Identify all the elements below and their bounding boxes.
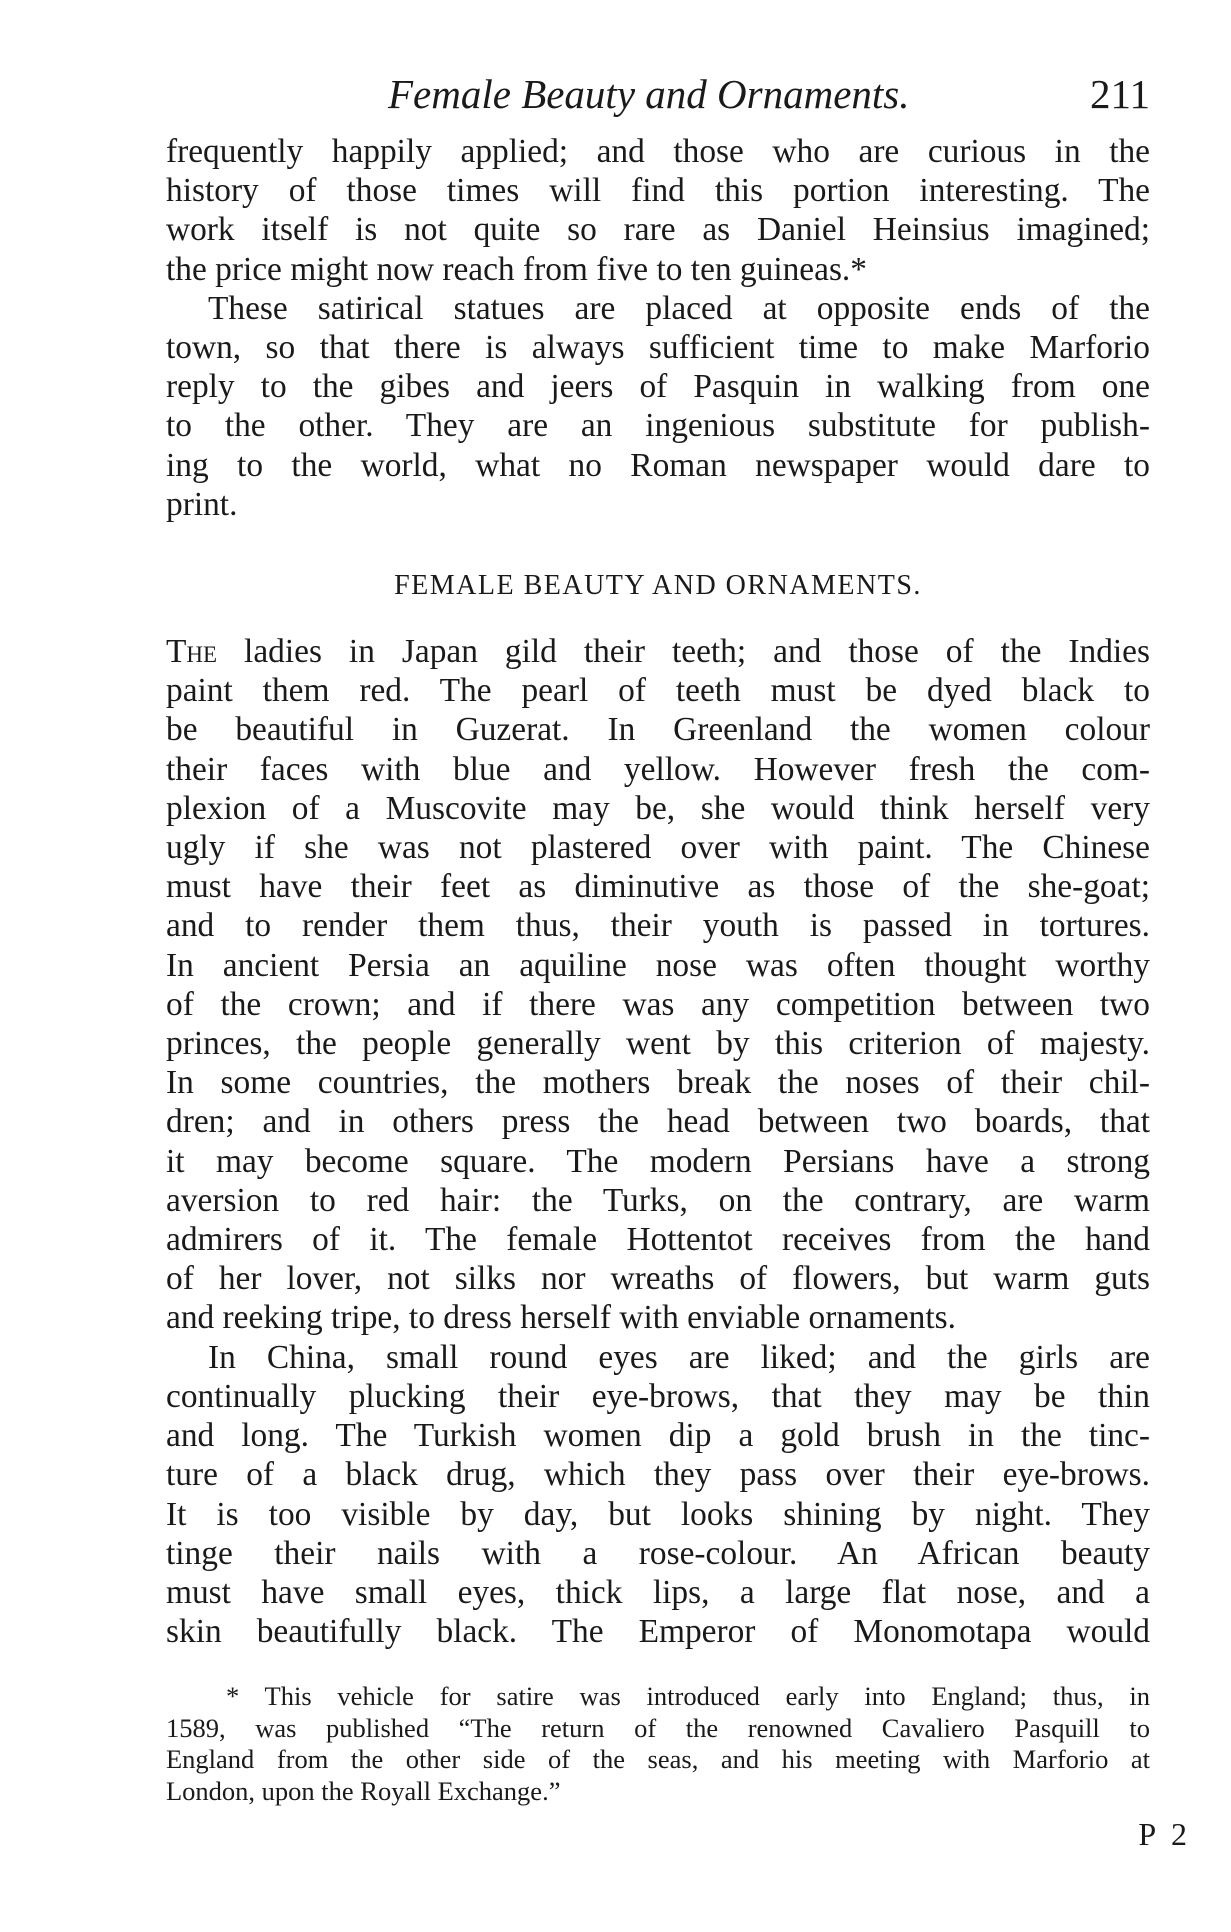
text-line: their faces with blue and yellow. However fresh the com- (166, 750, 1150, 788)
text-line: These satirical statues are placed at opposite ends of the (208, 289, 1150, 327)
text-line: dren; and in others press the head between two boards, that (166, 1103, 1150, 1141)
paragraph-satirical-statues (166, 289, 1150, 524)
paragraph-china (166, 1338, 1150, 1652)
text-line: print. (166, 485, 238, 523)
footnote-line: * This vehicle for satire was introduced early into England; thus, in (226, 1681, 1150, 1712)
text-line: tinge their nails with a rose-colour. An African beauty (166, 1534, 1150, 1572)
running-title: Female Beauty and Ornaments. (388, 71, 910, 117)
text-line: history of those times will find this portion interesting. The (166, 172, 1150, 210)
paragraph-female-beauty (166, 632, 1150, 1338)
text-line: plexion of a Muscovite may be, she would think herself very (166, 789, 1150, 827)
footnote (166, 1681, 1150, 1807)
text-line: ugly if she was not plastered over with paint. The Chinese (166, 829, 1150, 867)
text-line: admirers of it. The female Hottentot receives from the hand (166, 1221, 1150, 1259)
text-line: the price might now reach from five to ten guineas.* (166, 250, 867, 288)
text-line-first (166, 632, 1150, 671)
signature-mark: P 2 (1138, 1816, 1191, 1852)
text-line: of the crown; and if there was any competition between two (166, 985, 1150, 1023)
text-line: and reeking tripe, to dress herself with enviable ornaments. (166, 1299, 956, 1337)
footnote-line: England from the other side of the seas, and his meeting with Marforio at (166, 1744, 1150, 1775)
text-line: to the other. They are an ingenious substitute for publish- (166, 407, 1150, 445)
footnote-line: 1589, was published “The return of the renowned Cavaliero Pasquill to (166, 1712, 1150, 1743)
footnote-line: London, upon the Royall Exchange.” (166, 1775, 561, 1806)
text-line: be beautiful in Guzerat. In Greenland the women colour (166, 711, 1150, 749)
text-line: It is too visible by day, but looks shining by night. They (166, 1495, 1150, 1533)
text-line: In ancient Persia an aquiline nose was often thought worthy (166, 946, 1150, 984)
paragraph-continuation (166, 132, 1150, 289)
text-line: continually plucking their eye-brows, that they may be thin (166, 1377, 1150, 1415)
text-line: princes, the people generally went by this criterion of majesty. (166, 1025, 1150, 1063)
text-line: of her lover, not silks nor wreaths of flowers, but warm guts (166, 1260, 1150, 1298)
page-number: 211 (1090, 71, 1150, 117)
text-line-rest: ladies in Japan gild their teeth; and those of the Indies (217, 633, 1150, 671)
section-heading: FEMALE BEAUTY AND ORNAMENTS. (394, 570, 922, 602)
text-line: ture of a black drug, which they pass over their eye-brows. (166, 1456, 1150, 1494)
text-line: In China, small round eyes are liked; and the girls are (208, 1338, 1150, 1376)
text-line: it may become square. The modern Persians have a strong (166, 1142, 1150, 1180)
text-line: aversion to red hair: the Turks, on the contrary, are warm (166, 1181, 1150, 1219)
text-line: must have small eyes, thick lips, a large flat nose, and a (166, 1573, 1150, 1611)
page-header (166, 70, 1150, 132)
text-line: town, so that there is always sufficient time to make Marforio (166, 329, 1150, 367)
text-line: skin beautifully black. The Emperor of Monomotapa would (166, 1613, 1150, 1651)
opening-word: The (166, 633, 218, 671)
text-line: In some countries, the mothers break the noses of their chil- (166, 1064, 1150, 1102)
text-line: paint them red. The pearl of teeth must be dyed black to (166, 672, 1150, 710)
text-line: work itself is not quite so rare as Daniel Heinsius imagined; (166, 211, 1150, 249)
text-line: must have their feet as diminutive as those of the she-goat; (166, 868, 1150, 906)
text-line: frequently happily applied; and those who are curious in the (166, 133, 1150, 170)
text-line: reply to the gibes and jeers of Pasquin in walking from one (166, 368, 1150, 406)
text-line: ing to the world, what no Roman newspaper would dare to (166, 446, 1150, 484)
text-line: and to render them thus, their youth is passed in tortures. (166, 907, 1150, 945)
book-page (166, 70, 1150, 1807)
text-line: and long. The Turkish women dip a gold brush in the tinc- (166, 1417, 1150, 1455)
